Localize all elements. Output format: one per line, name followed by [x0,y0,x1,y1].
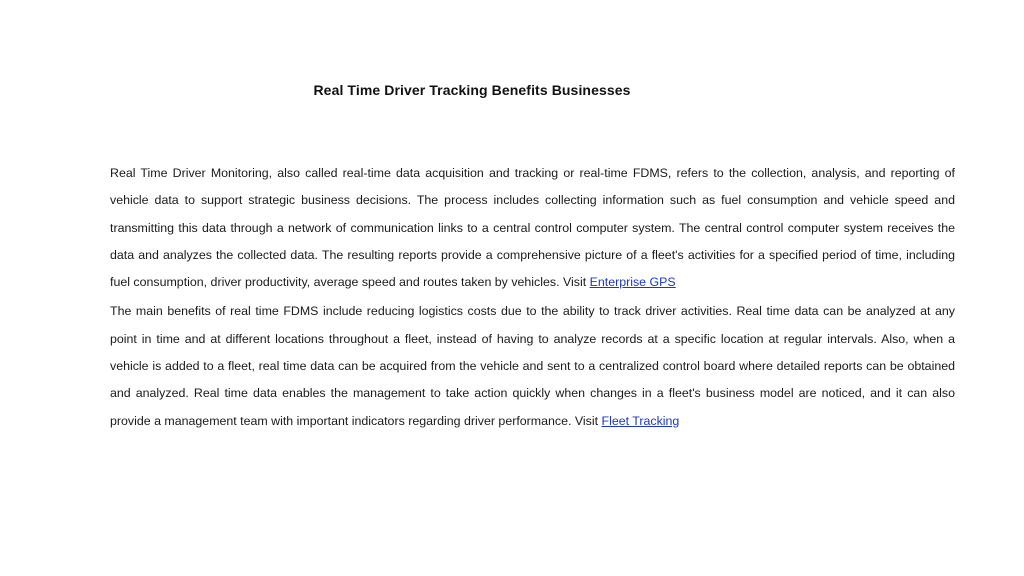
paragraph-benefits [110,298,955,434]
document-body [110,160,955,437]
fleet-tracking-link[interactable]: Fleet Tracking [601,413,680,428]
page-title: Real Time Driver Tracking Benefits Businesses [313,82,631,98]
paragraph-text: Real Time Driver Monitoring, also called real-time data acquisition and tracking or real-time FDMS, refers to the collection, analysis, and reporting of vehicle data to support strategic business decisions. The process includes collecting information such as fuel consumption and vehicle speed and transmitting this data through a network of communication links to a central control computer system. The central control computer system receives the data and analyzes the collected data. The resulting reports provide a comprehensive picture of a fleet's activities for a specified period of time, including fuel consumption, driver productivity, average speed and routes taken by vehicles. Visit [110,166,955,290]
enterprise-gps-link[interactable]: Enterprise GPS [589,275,676,290]
paragraph-text: The main benefits of real time FDMS include reducing logistics costs due to the ability to track driver activities. Real time data can be analyzed at any point in time and at different locations throughout a fleet, instead of having to analyze records at a specific location at regular intervals. Also, when a vehicle is added to a fleet, real time data can be acquired from the vehicle and sent to a centralized control board where detailed reports can be obtained and analyzed. Real time data enables the management to take action quickly when changes in a fleet's business model are noticed, and it can also provide a management team with important indicators regarding driver performance. Visit [110,304,955,428]
paragraph-intro [110,160,955,296]
